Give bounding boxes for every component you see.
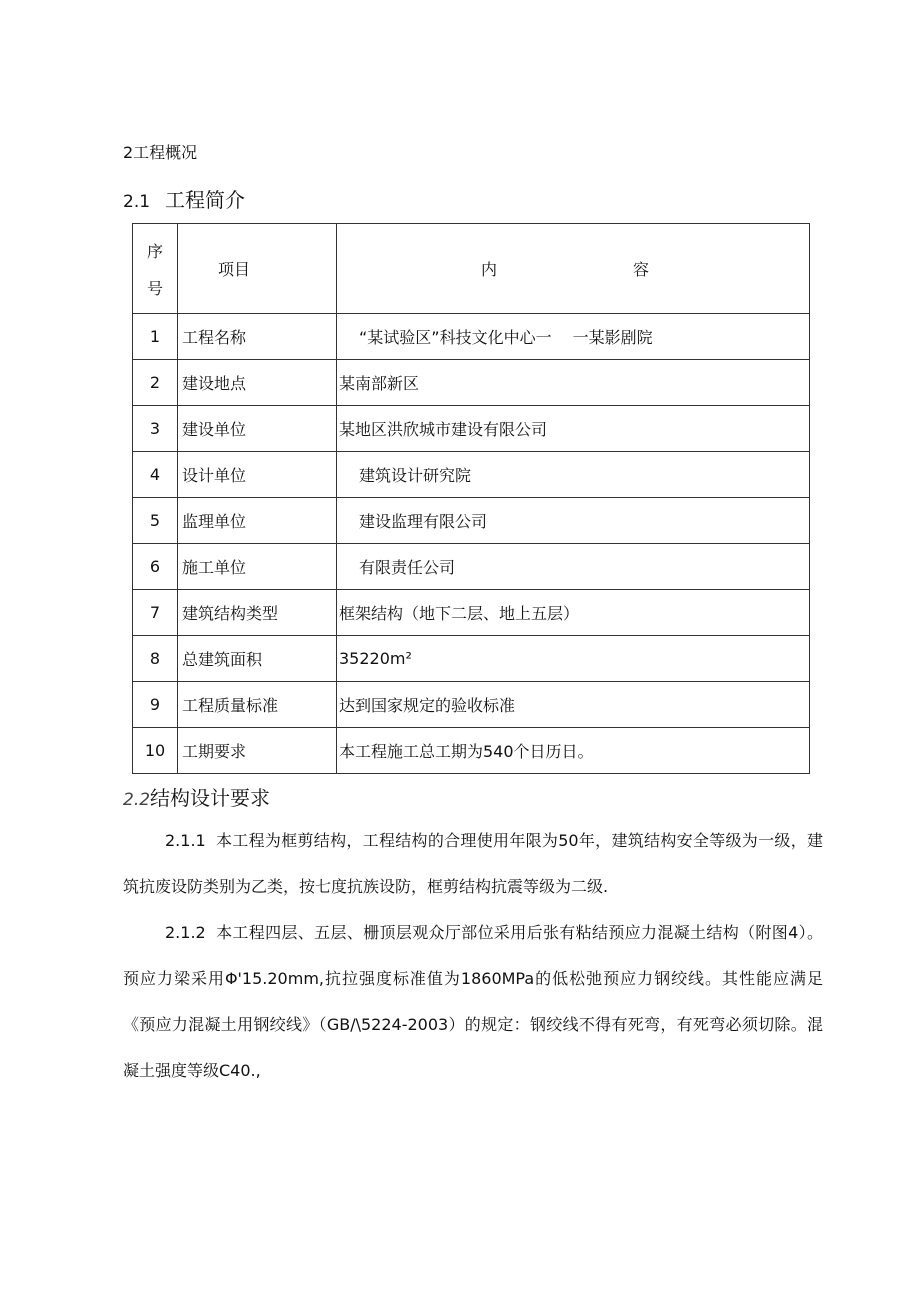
table-header-row [133,224,810,314]
row-item: 工期要求 [178,728,337,774]
table-row [133,498,810,544]
section-title: 结构设计要求 [150,786,271,810]
row-content: 本工程施工总工期为540个日历日。 [337,728,810,774]
section-heading-intro [123,184,245,213]
header-item: 项目 [218,260,251,279]
row-number: 1 [133,314,178,360]
row-number: 9 [133,682,178,728]
table-row [133,406,810,452]
clause-number: 2.1.2 [165,923,206,942]
section-number: 2.2 [123,790,151,810]
header-content-left: 内 [481,260,498,279]
section-title: 工程简介 [165,188,245,212]
row-item: 工程名称 [178,314,337,360]
clause-text: 本工程为框剪结构，工程结构的合理使用年限为50年，建筑结构安全等级为一级，建筑抗废设防类别为乙类，按七度抗族设防，框剪结构抗震等级为二级. [123,831,823,896]
section-heading-structure [123,782,270,811]
clause-number: 2.1.1 [165,831,206,850]
table-row [133,636,810,682]
row-number: 4 [133,452,178,498]
row-item: 设计单位 [178,452,337,498]
table-row [133,590,810,636]
table-row [133,360,810,406]
table-row [133,682,810,728]
header-serial-cell [133,224,178,314]
row-item: 建筑结构类型 [178,590,337,636]
row-item: 施工单位 [178,544,337,590]
clause-paragraph [123,818,823,910]
chapter-title: 2工程概况 [123,143,198,162]
section-number: 2.1 [123,192,151,212]
row-content: 建设监理有限公司 [337,498,810,544]
row-content: 某地区洪欣城市建设有限公司 [337,406,810,452]
row-number: 8 [133,636,178,682]
row-number: 2 [133,360,178,406]
header-content-right: 容 [632,260,649,279]
header-content-cell [337,224,810,314]
header-serial-bottom: 号 [146,278,163,298]
row-content: 有限责任公司 [337,544,810,590]
header-item-cell [178,224,337,314]
clause-paragraph [123,910,823,1094]
row-item: 总建筑面积 [178,636,337,682]
clause-text: 本工程四层、五层、栅顶层观众厅部位采用后张有粘结预应力混凝土结构（附图4）。预应力梁采用Φ'15.20mm,抗拉强度标准值为1860MPa的低松弛预应力钢绞线。其性能应满足《预应力混凝土用钢绞线》（GB/\5224-2003）的规定：钢绞线不得有死弯，有死弯必须切除。混凝土强度等级C40., [123,923,823,1080]
row-content: 建筑设计研究院 [337,452,810,498]
row-content: 35220m² [337,636,810,682]
row-number: 7 [133,590,178,636]
row-content: 达到国家规定的验收标准 [337,682,810,728]
row-content: “某试验区”科技文化中心一 一某影剧院 [337,314,810,360]
table-row [133,728,810,774]
row-item: 建设单位 [178,406,337,452]
table-row [133,544,810,590]
header-serial-top: 序 [146,241,163,261]
row-number: 3 [133,406,178,452]
row-number: 10 [133,728,178,774]
table-row [133,314,810,360]
row-item: 工程质量标准 [178,682,337,728]
project-info-table [132,223,810,774]
row-content: 框架结构（地下二层、地上五层） [337,590,810,636]
row-item: 建设地点 [178,360,337,406]
row-item: 监理单位 [178,498,337,544]
row-number: 5 [133,498,178,544]
row-number: 6 [133,544,178,590]
table-row [133,452,810,498]
row-content: 某南部新区 [337,360,810,406]
